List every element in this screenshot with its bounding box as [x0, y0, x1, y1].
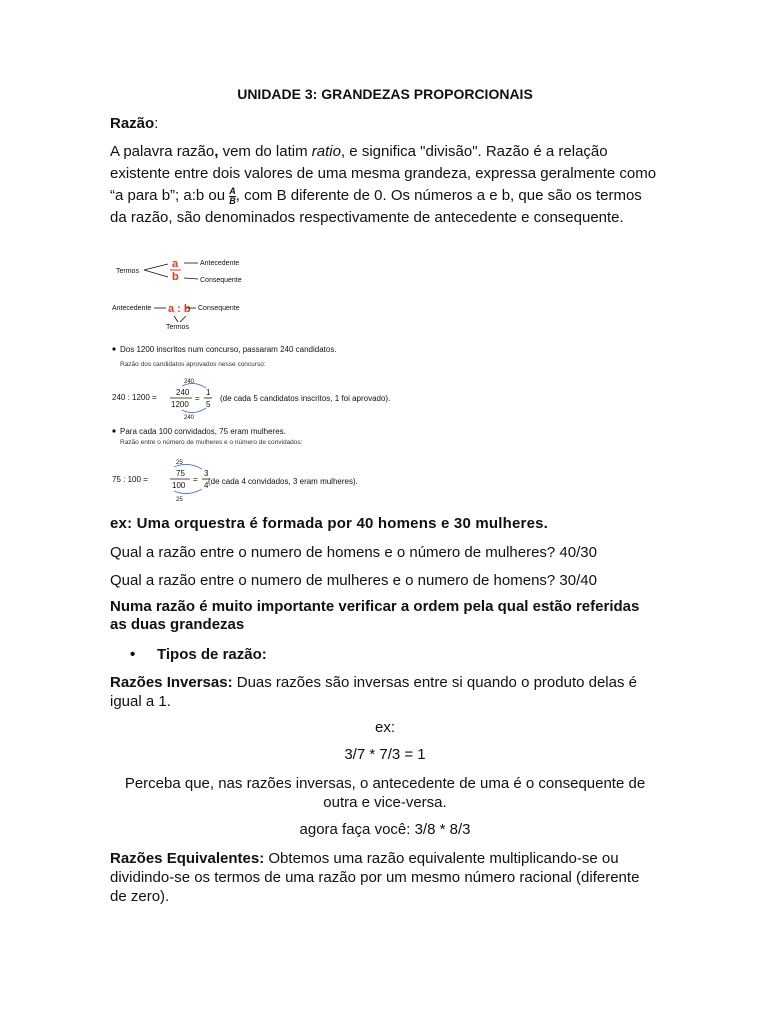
fraction-numerator: A: [229, 185, 236, 196]
fig-termos-2: Termos: [166, 324, 189, 331]
fig-a-letter: a: [172, 258, 179, 270]
fig-sub-1: Razão dos candidatos aprovados nesse concurso:: [120, 361, 266, 368]
perceba-paragraph: Perceba que, nas razões inversas, o antecedente de uma é o consequente de outra e vice-versa.: [124, 775, 646, 811]
intro-text-2: vem do latim: [218, 143, 312, 160]
fig-eq1-equals: =: [195, 394, 200, 403]
equivalentes-label: Razões Equivalentes:: [110, 850, 265, 867]
fig-sub-2a: Razão entre o número de mulheres e o número de convidados:: [120, 439, 303, 446]
fig-eq2-rden: 4: [204, 481, 209, 490]
question-1: Qual a razão entre o numero de homens e o número de mulheres? 40/30: [110, 544, 597, 561]
intro-paragraph: [110, 141, 660, 229]
question-2: Qual a razão entre o numero de mulheres e o numero de homens? 30/40: [110, 572, 597, 589]
intro-text-3: , e significa "divisão". Razão é a relação existente entre dois valores de uma mesma grandeza, expressa geralmente como “a para b”; a:b ou: [110, 143, 657, 204]
fig-bullet-1: Dos 1200 inscritos num concurso, passaram 240 candidatos.: [120, 345, 337, 354]
equivalentes-paragraph: [110, 849, 660, 906]
ratio-diagram-figure: [108, 250, 408, 506]
fig-eq2-equals: =: [193, 475, 198, 484]
page-title: UNIDADE 3: GRANDEZAS PROPORCIONAIS: [237, 86, 533, 102]
fig-a-colon-b: a : b: [168, 303, 191, 315]
fig-eq2-num: 75: [176, 469, 185, 478]
example-orchestra: ex: Uma orquestra é formada por 40 homens e 30 mulheres.: [110, 515, 549, 532]
fig-eq2-rnum: 3: [204, 469, 209, 478]
fig-eq1-den: 1200: [171, 400, 189, 409]
tipos-bullet: •: [130, 646, 136, 663]
intro-comma: ,: [214, 143, 219, 160]
fig-bullet-2: Para cada 100 convidados, 75 eram mulheres.: [120, 427, 286, 436]
fig-eq2-bot: 25: [176, 497, 183, 503]
example-label: ex:: [374, 719, 395, 736]
fig-bullet-2-dot: [112, 429, 115, 432]
fig-eq2-den: 100: [172, 481, 186, 490]
intro-text-1: A palavra razão: [110, 143, 215, 160]
inversas-text: Duas razões são inversas entre si quando o produto delas é igual a 1.: [110, 674, 637, 710]
equivalentes-text: Obtemos uma razão equivalente multiplicando-se ou dividindo-se os termos de uma razão por um mesmo número racional (diferente de zero).: [110, 850, 640, 905]
fig-eq1-top: 240: [184, 379, 195, 385]
fig-termos-1: Termos: [116, 268, 139, 275]
important-note: Numa razão é muito importante verificar a ordem pela qual estão referidas as duas grandezas: [110, 598, 640, 633]
fig-consequente-1: Consequente: [200, 277, 242, 284]
razao-heading-label: Razão: [110, 115, 155, 132]
fig-eq1-rnum: 1: [206, 388, 211, 397]
fig-eq1-note: (de cada 5 candidatos inscritos, 1 foi aprovado).: [220, 394, 391, 403]
intro-ratio-word: ratio: [311, 143, 341, 160]
fig-consequente-2: Consequente: [198, 305, 240, 312]
fig-eq1-bot: 240: [184, 415, 195, 421]
fig-eq1-lhs: 240 : 1200 =: [112, 393, 157, 402]
fig-b-letter: b: [172, 271, 179, 283]
fig-eq1-num: 240: [176, 388, 190, 397]
fig-eq1-rden: 5: [206, 400, 211, 409]
intro-text-4: , com B diferente de 0. Os números a e b, que são os termos da razão, são denominados respectivamente de antecedente e consequente.: [110, 187, 642, 226]
fig-antecedente-1: Antecedente: [200, 260, 240, 267]
inversas-paragraph: [110, 673, 660, 711]
razao-heading: [110, 114, 660, 133]
fig-antecedente-2: Antecedente: [112, 305, 152, 312]
tipos-heading: Tipos de razão:: [157, 646, 267, 663]
fig-eq2-top: 25: [176, 460, 183, 466]
razao-heading-colon: :: [154, 115, 159, 132]
inversas-label: Razões Inversas:: [110, 674, 233, 691]
fig-bullet-1-dot: [112, 347, 115, 350]
inverse-equation: 3/7 * 7/3 = 1: [344, 746, 426, 763]
fig-eq2-lhs: 75 : 100 =: [112, 475, 148, 484]
fig-eq2-note: (de cada 4 convidados, 3 eram mulheres).: [208, 477, 358, 486]
agora-exercise: agora faça você: 3/8 * 8/3: [299, 821, 471, 838]
fraction-denominator: B: [229, 195, 236, 206]
